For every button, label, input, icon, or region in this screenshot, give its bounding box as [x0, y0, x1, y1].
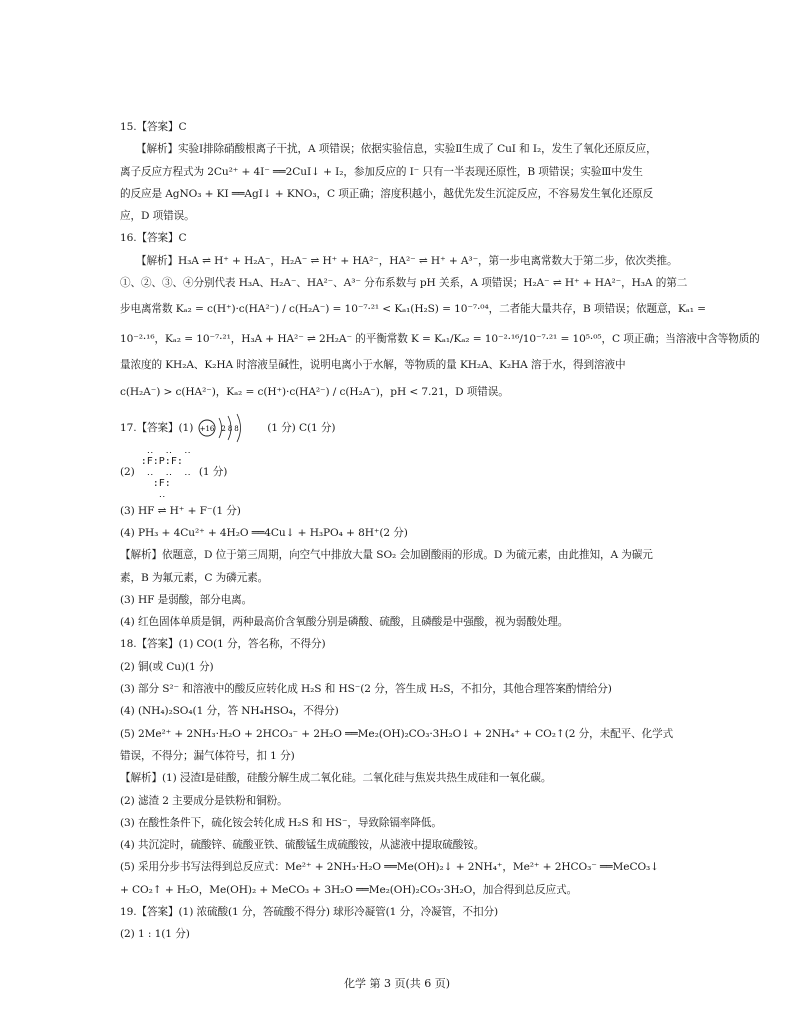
q16-answer: 16.【答案】C: [120, 232, 187, 245]
q17-line: (3) HF 是弱酸，部分电离。: [120, 593, 253, 606]
q18-line: (4) 共沉淀时，硫酸锌、硫酸亚铁、硫酸锰生成硫酸铵，从滤液中提取硫酸铵。: [120, 839, 485, 852]
q16-line: 步电离常数 Kₐ₂ = c(H⁺)·c(HA²⁻) / c(H₂A⁻) = 10⁻⁷·²¹ < Kₐ₁(H₂S) = 10⁻⁷·⁰⁴，二者能大量共存，B 项错误；依题意，Kₐ₁ =: [120, 303, 706, 316]
q16-line: c(H₂A⁻) > c(HA²⁻)，Kₐ₂ = c(H⁺)·c(HA²⁻) / c(H₂A⁻)，pH < 7.21，D 项错误。: [120, 385, 509, 398]
q17-line: 素，B 为氟元素，C 为磷元素。: [120, 571, 269, 584]
q15-line: 的反应是 AgNO₃ + KI ══AgI↓ + KNO₃，C 项正确；溶度积越小，越优先发生沉淀反应，不容易发生氧化还原反: [120, 187, 654, 200]
q19-line: (2) 1 : 1(1 分): [120, 928, 190, 941]
q18-line: (4) (NH₄)₂SO₄(1 分，答 NH₄HSO₄，不得分): [120, 705, 339, 718]
q18-line: (3) 部分 S²⁻ 和溶液中的酸反应转化成 H₂S 和 HS⁻(2 分，答生成 H₂S，不扣分，其他合理答案酌情给分): [120, 683, 612, 696]
pf3-lewis-structure: ‥ ‥ ‥ :F:P:F: ‥ ‥ ‥ :F: ‥: [140, 444, 191, 500]
q17-line: (4) PH₃ + 4Cu²⁺ + 4H₂O ══4Cu↓ + H₃PO₄ + 8H⁺(2 分): [120, 526, 408, 539]
q18-line: (5) 采用分步书写法得到总反应式：Me²⁺ + 2NH₃·H₂O ══Me(OH)₂↓ + 2NH₄⁺，Me²⁺ + 2HCO₃⁻ ══MeCO₃↓: [120, 861, 659, 874]
q18-line: (5) 2Me²⁺ + 2NH₃·H₂O + 2HCO₃⁻ + 2H₂O ══Me₂(OH)₂CO₃·3H₂O↓ + 2NH₄⁺ + CO₂↑(2 分，未配平、化学式: [120, 727, 674, 740]
q16-line: 量浓度的 KH₂A、K₂HA 时溶液呈碱性，说明电离小于水解，等物质的量 KH₂A、K₂HA 溶于水，得到溶液中: [120, 359, 626, 372]
q15-line: 离子反应方程式为 2Cu²⁺ + 4I⁻ ══2CuI↓ + I₂，参加反应的 I⁻ 只有一半表现还原性，B 项错误；实验Ⅲ中发生: [120, 165, 643, 178]
q17-item2-row: [120, 445, 695, 500]
q18-line: 【解析】(1) 浸渣Ⅰ是硅酸，硅酸分解生成二氧化硅。二氧化硅与焦炭共热生成硅和一氧化碳。: [120, 772, 552, 785]
q15-line: 应，D 项错误。: [120, 210, 195, 223]
page-footer: 化学 第 3 页(共 6 页): [343, 977, 451, 990]
q16-line: ①、②、③、④分别代表 H₃A、H₂A⁻、HA²⁻、A³⁻ 分布系数与 pH 关系，A 项错误；H₂A⁻ ⇌ H⁺ + HA²⁻，H₃A 的第二: [120, 277, 688, 290]
q15-line: 【解析】实验Ⅰ排除硝酸根离子干扰，A 项错误；依据实验信息，实验Ⅱ生成了 CuI 和 I₂，发生了氧化还原反应，: [136, 143, 657, 156]
q17-line: (4) 红色固体单质是铜，两种最高价含氧酸分别是磷酸、硫酸，且磷酸是中强酸，视为弱酸处理。: [120, 616, 569, 629]
sulfur-atom-structure-diagram: [197, 413, 257, 443]
q18-line: 错误，不得分；漏气体符号，扣 1 分): [120, 749, 295, 762]
nucleus-charge: +16: [199, 424, 215, 433]
q17-answer-row: [120, 413, 695, 443]
q18-answer: 18.【答案】(1) CO(1 分，答名称，不得分): [120, 638, 326, 651]
q16-line: 10⁻²·¹⁶，Kₐ₂ = 10⁻⁷·²¹，H₃A + HA²⁻ ⇌ 2H₂A⁻ 的平衡常数 K = Kₐ₁/Kₐ₂ = 10⁻²·¹⁶/10⁻⁷·²¹ = 10⁵·⁰⁵，C 项正确；当溶液中含等物质的: [120, 333, 760, 346]
q18-line: (3) 在酸性条件下，硫化铵会转化成 H₂S 和 HS⁻，导致除镉率降低。: [120, 816, 442, 829]
q18-line: + CO₂↑ + H₂O，Me(OH)₂ + MeCO₃ + 3H₂O ══Me₂(OH)₂CO₃·3H₂O，加合得到总反应式。: [120, 883, 578, 896]
q16-line: 【解析】H₃A ⇌ H⁺ + H₂A⁻，H₂A⁻ ⇌ H⁺ + HA²⁻，HA²⁻ ⇌ H⁺ + A³⁻，第一步电离常数大于第二步，依次类推。: [136, 254, 678, 267]
q18-line: (2) 滤渣 2 主要成分是铁粉和铜粉。: [120, 794, 288, 807]
q19-answer: 19.【答案】(1) 浓硫酸(1 分，答硫酸不得分) 球形冷凝管(1 分，冷凝管，不扣分): [120, 906, 499, 919]
electron-shells: 2 8 8: [221, 424, 239, 433]
q17-label: 17.【答案】(1): [120, 421, 194, 434]
q15-answer: 15.【答案】C: [120, 121, 187, 133]
q17-item2-label: (2): [120, 466, 135, 479]
q17-score-1: (1 分) C(1 分): [267, 421, 336, 434]
q17-line: 【解析】依题意，D 位于第三周期，向空气中排放大量 SO₂ 会加剧酸雨的形成。D 为硫元素，由此推知，A 为碳元: [120, 549, 653, 562]
q17-line: (3) HF ⇌ H⁺ + F⁻(1 分): [120, 504, 241, 517]
q18-line: (2) 铜(或 Cu)(1 分): [120, 660, 214, 673]
answer-content: [120, 116, 760, 946]
q17-item2-score: (1 分): [198, 466, 228, 479]
